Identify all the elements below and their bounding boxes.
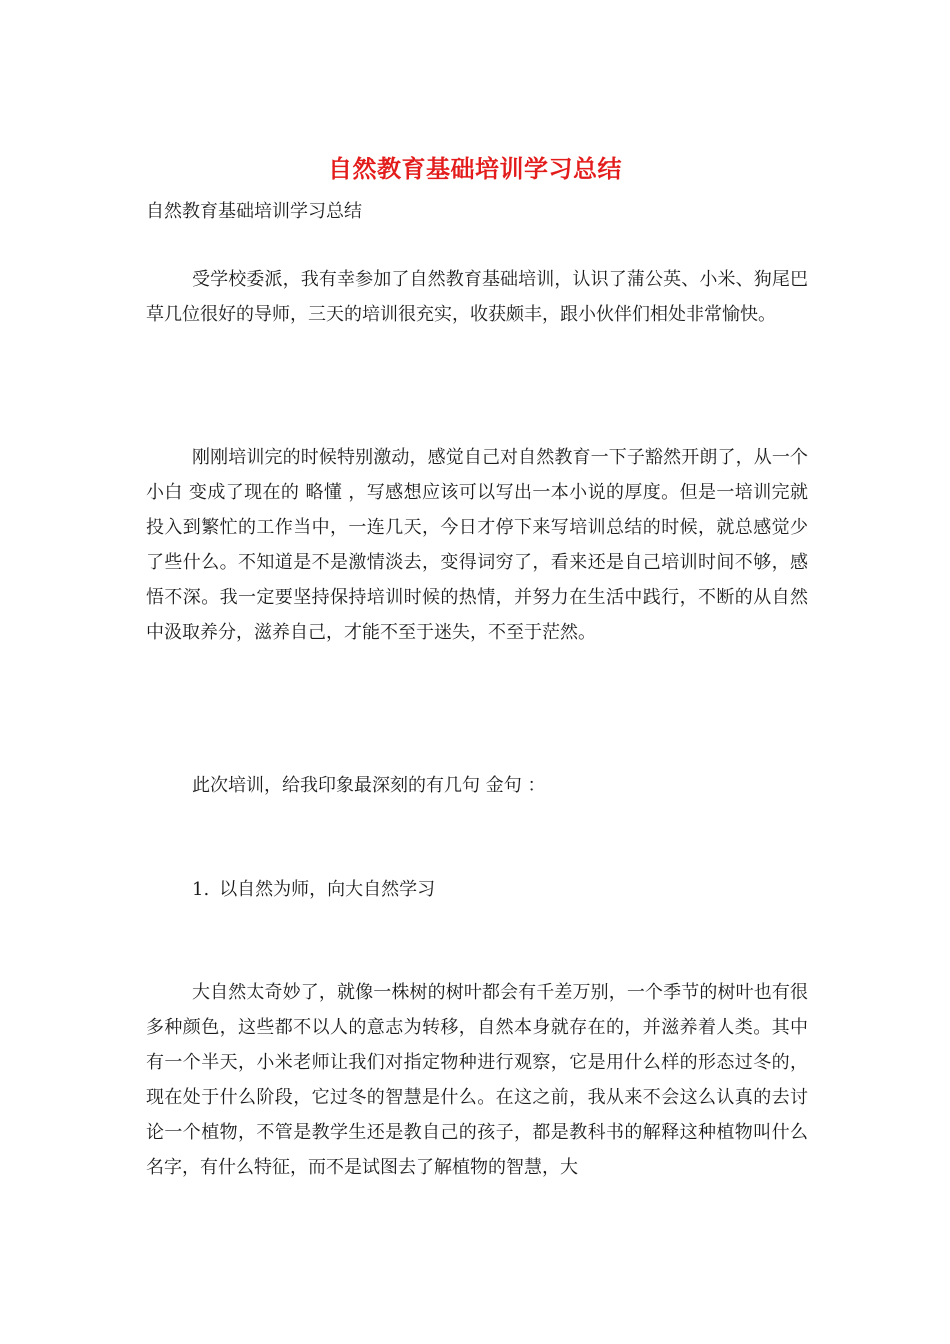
- document-subtitle: 自然教育基础培训学习总结: [146, 201, 362, 222]
- paragraph-nature: 大自然太奇妙了，就像一株树的树叶都会有千差万别，一个季节的树叶也有很多种颜色，这些都不以人的意志为转移，自然本身就存在的，并滋养着人类。其中有一个半天，小米老师让我们对指定物种进行观察，它是用什么样的形态过冬的，现在处于什么阶段，它过冬的智慧是什么。在这之前，我从来不会这么认真的去讨论一个植物，不管是教学生还是教自己的孩子，都是教科书的解释这种植物叫什么名字，有什么特征，而不是试图去了解植物的智慧，大: [146, 982, 808, 1178]
- paragraph-quotes-intro: 此次培训，给我印象最深刻的有几句 金句 ：: [192, 775, 546, 796]
- list-item-text: 以自然为师，向大自然学习: [219, 879, 436, 900]
- document-title: 自然教育基础培训学习总结: [328, 154, 622, 183]
- paragraph-intro: 受学校委派，我有幸参加了自然教育基础培训，认识了蒲公英、小米、狗尾巴草几位很好的导师，三天的培训很充实，收获颇丰，跟小伙伴们相处非常愉快。: [146, 269, 808, 325]
- paragraph-reflection: 刚刚培训完的时候特别激动，感觉自己对自然教育一下子豁然开朗了，从一个 小白 变成了现在的 略懂 ，写感想应该可以写出一本小说的厚度。但是一培训完就投入到繁忙的工作当中，一连几天，今日才停下来写培训总结的时候，就总感觉少了些什么。不知道是不是激情淡去，变得词穷了，看来还是自己培训时间不够，感悟不深。我一定要坚持保持培训时候的热情，并努力在生活中践行，不断的从自然中汲取养分，滋养自己，才能不至于迷失，不至于茫然。: [146, 447, 808, 643]
- list-item-number: 1.: [192, 879, 210, 900]
- list-item: [192, 872, 435, 907]
